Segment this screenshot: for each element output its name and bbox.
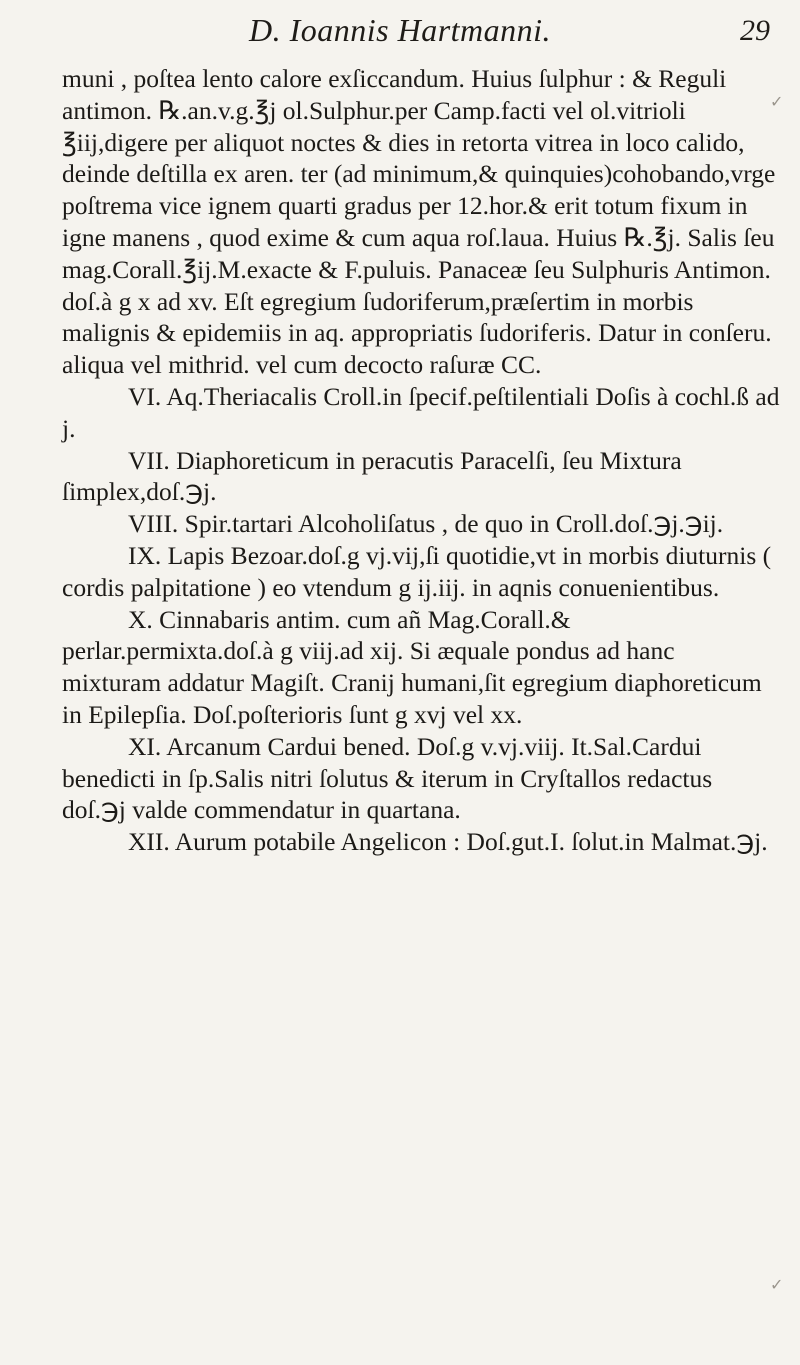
paragraph-item-vi: VI. Aq.Theriacalis Croll.in ſpecif.peſtilentiali Doſis à cochl.ß ad j. [62,381,780,443]
paragraph-item-xii: XII. Aurum potabile Angelicon : Doſ.gut.I. ſolut.in Malmat.℈j. [128,827,768,857]
page-header [0,12,800,62]
running-head: D. Ioannis Hartmanni. [248,12,552,48]
paragraph-item-x: X. Cinnabaris antim. cum añ Mag.Corall.& perlar.permixta.doſ.à g viij.ad xij. Si æquale pondus ad hanc mixturam addatur Magiſt. Cranij humani,ſit egregium diaphoreticum in Epilepſia. Doſ.poſterioris ſunt g xvj vel xx. [62,604,762,729]
body-text [62,63,780,858]
margin-check-mark: ✓ [770,1277,784,1294]
margin-check-mark: ✓ [770,94,784,111]
paragraph-item-viii: VIII. Spir.tartari Alcoholiſatus , de quo in Croll.doſ.℈j.℈ij. [128,509,724,539]
page-number: 29 [740,14,770,47]
paragraph-item-xi: XI. Arcanum Cardui bened. Doſ.g v.vj.viij. It.Sal.Cardui benedicti in ſp.Salis nitri ſolutus & iterum in Cryſtallos redactus doſ.℈j valde commendatur in quartana. [62,731,713,825]
paragraph-item-ix: IX. Lapis Bezoar.doſ.g vj.vij,ſi quotidie,vt in morbis diuturnis ( cordis palpitatione ) eo vtendum g ij.iij. in aqnis conuenientibus. [62,540,772,602]
paragraph-item-vii: VII. Diaphoreticum in peracutis Paracelſi, ſeu Mixtura ſimplex,doſ.℈j. [62,445,682,507]
paragraph-continuation: muni , poſtea lento calore exſiccandum. Huius ſulphur : & Reguli antimon. ℞.an.v.g.℥j ol.Sulphur.per Camp.facti vel ol.vitrioli ℥iij,digere per aliquot noctes & dies in retorta vitrea in loco calido, deinde deſtilla ex aren. ter (ad minimum,& quinquies)cohobando,vrge poſtrema vice ignem quarti gradus per 12.hor.& erit totum fixum in igne manens , quod exime & cum aqua roſ.laua. Huius ℞.℥j. Salis ſeu mag.Corall.℥ij.M.exacte & F.puluis. Panaceæ ſeu Sulphuris Antimon. doſ.à g x ad xv. Eſt egregium ſudoriferum,præſertim in morbis malignis & epidemiis in aq. appropriatis ſudoriferis. Datur in conſeru. aliqua vel mithrid. vel cum decocto raſuræ CC. [62,64,776,380]
